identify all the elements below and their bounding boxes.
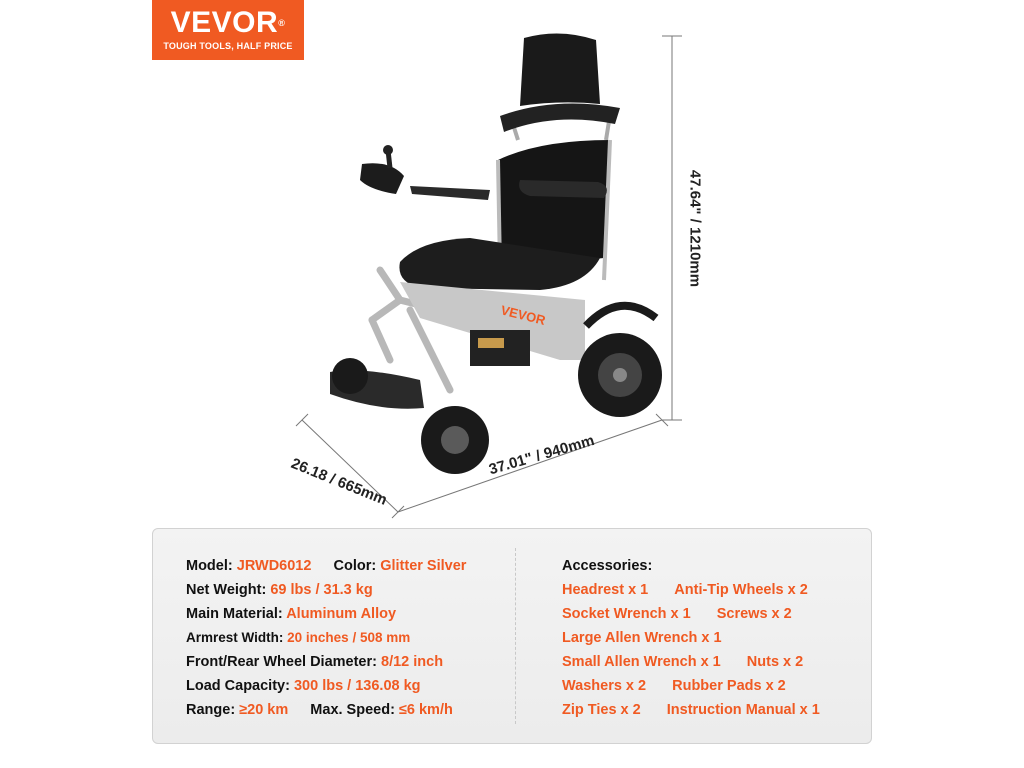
color-value: Glitter Silver: [380, 558, 467, 574]
model-row: [186, 558, 466, 574]
logo-tagline: TOUGH TOOLS, HALF PRICE: [163, 41, 293, 51]
model-value: JRWD6012: [236, 558, 312, 574]
accessory-item: Zip Ties x 2: [562, 702, 641, 718]
headrest: [500, 33, 620, 140]
accessory-item: Socket Wrench x 1: [562, 606, 691, 622]
height-dimension-label: 47.64" / 1210mm: [686, 169, 704, 288]
load-capacity-row: [186, 678, 421, 694]
wheel-diameter-row: [186, 654, 443, 670]
accessory-item: Large Allen Wrench x 1: [562, 630, 722, 646]
accessory-item: Rubber Pads x 2: [672, 678, 786, 694]
net-weight-value: 69 lbs / 31.3 kg: [270, 582, 373, 598]
accessories-title: Accessories:: [562, 558, 653, 574]
material-value: Aluminum Alloy: [286, 606, 397, 622]
material-row: [186, 606, 396, 622]
logo-brand-text: VEVOR®: [170, 6, 286, 39]
material-label: Main Material:: [186, 606, 283, 622]
load-capacity-label: Load Capacity:: [186, 678, 290, 694]
wheel-diameter-value: 8/12 inch: [381, 654, 444, 670]
range-value: ≥20 km: [239, 702, 289, 718]
accessories-row-6: [562, 702, 820, 718]
accessory-item: Screws x 2: [716, 606, 792, 622]
accessories-row-4: [562, 654, 803, 670]
accessories-row-1: [562, 582, 808, 598]
specs-divider: [515, 548, 516, 724]
speed-value: ≤6 km/h: [398, 702, 453, 718]
accessories-row-5: [562, 678, 786, 694]
accessory-item: Anti-Tip Wheels x 2: [674, 582, 808, 598]
net-weight-label: Net Weight:: [186, 582, 267, 598]
range-speed-row: [186, 702, 453, 718]
color-label: Color:: [333, 558, 377, 574]
accessory-item: Washers x 2: [562, 678, 647, 694]
accessories-row-2: [562, 606, 792, 622]
accessory-item: Instruction Manual x 1: [666, 702, 820, 718]
wheel-diameter-label: Front/Rear Wheel Diameter:: [186, 654, 377, 670]
depth-dimension-label: 26.18 / 665mm: [288, 455, 390, 509]
net-weight-row: [186, 582, 373, 598]
width-dimension-label: 37.01" / 940mm: [487, 431, 597, 479]
accessories-row-3: [562, 630, 722, 646]
load-capacity-value: 300 lbs / 136.08 kg: [293, 678, 421, 694]
armrest-label: Armrest Width:: [186, 630, 284, 645]
height-dimension-line: [662, 36, 682, 420]
range-label: Range:: [186, 702, 236, 718]
accessory-item: Headrest x 1: [562, 582, 649, 598]
frame-vevor-label: VEVOR: [499, 302, 548, 328]
model-label: Model:: [186, 558, 233, 574]
armrest-row: [186, 630, 410, 645]
armrest-value: 20 inches / 508 mm: [287, 630, 411, 645]
accessory-item: Small Allen Wrench x 1: [562, 654, 721, 670]
accessory-item: Nuts x 2: [746, 654, 804, 670]
speed-label: Max. Speed:: [310, 702, 395, 718]
